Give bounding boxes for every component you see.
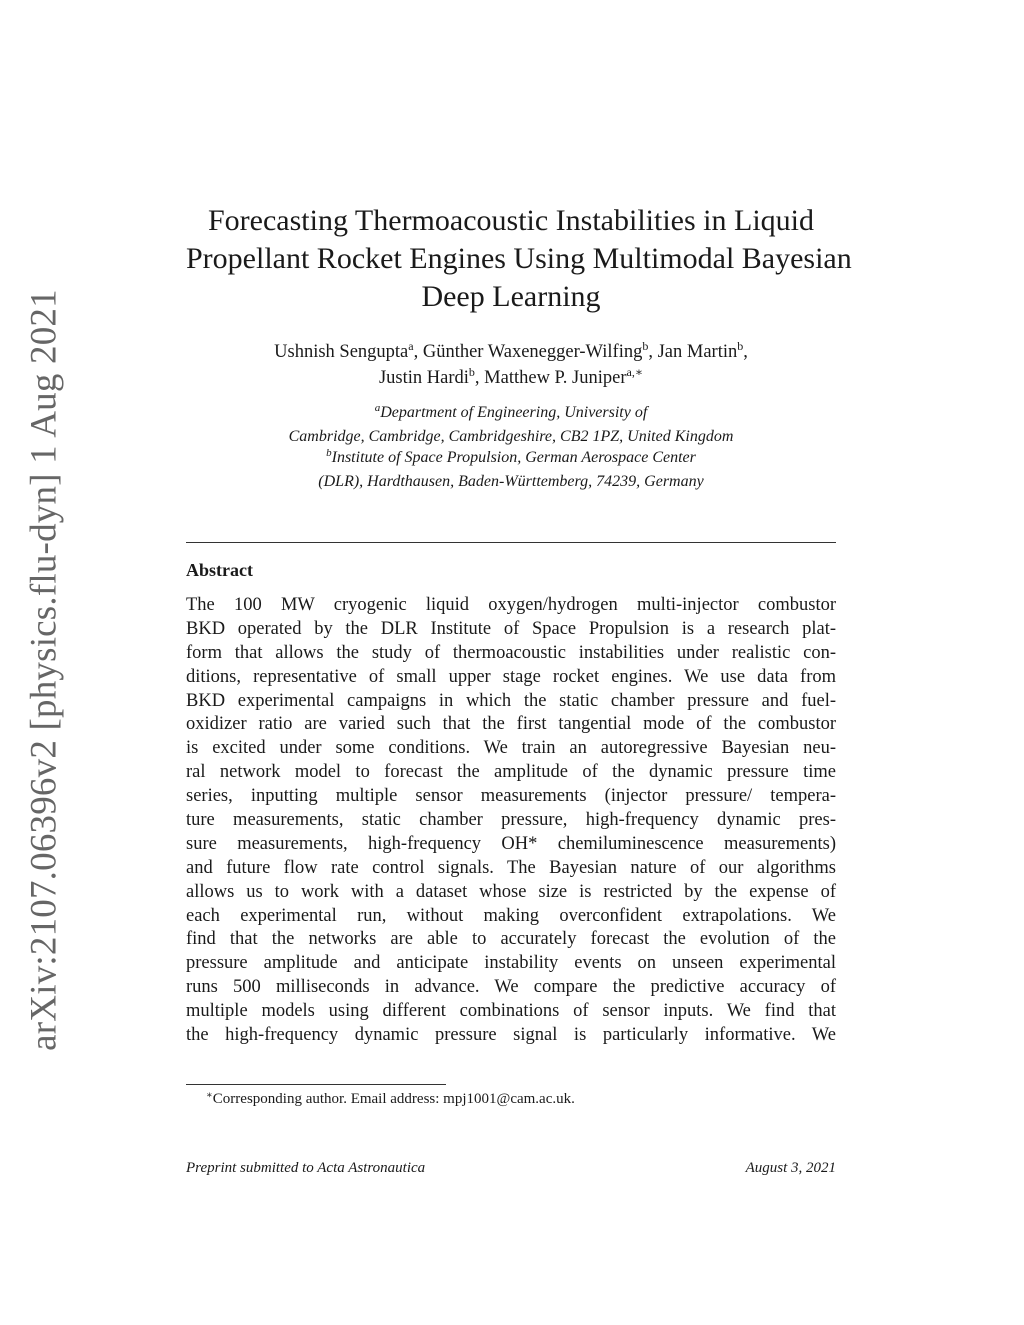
abstract-body — [186, 594, 836, 1048]
preprint-date: August 3, 2021 — [745, 1160, 836, 1176]
abstract-line: ture measurements, static chamber pressure, high-frequency dynamic pres- — [186, 810, 836, 831]
abstract-line: the high-frequency dynamic pressure signal is particularly informative. We — [186, 1025, 836, 1046]
paper-title — [186, 202, 852, 316]
author-line — [186, 366, 836, 392]
corresponding-author-footnote — [206, 1091, 575, 1108]
author-name: Günther Waxenegger-Wilfing — [422, 342, 643, 362]
abstract-line: sure measurements, high-frequency OH* chemiluminescence measurements) — [186, 833, 836, 854]
affiliation-text: Department of Engineering, University of — [380, 404, 648, 421]
author-affil-mark: b — [468, 365, 475, 379]
title-line: Deep Learning — [421, 280, 601, 313]
affiliation-list — [186, 402, 836, 492]
author-affil-mark: b — [737, 339, 744, 353]
author-name: Matthew P. Juniper — [484, 368, 627, 388]
abstract-line: multiple models using different combinations of sensor inputs. We find that — [186, 1001, 836, 1022]
author-name: Justin Hardi — [378, 368, 469, 388]
author-separator: , — [413, 342, 423, 362]
title-line: Forecasting Thermoacoustic Instabilities in Liquid — [208, 204, 814, 237]
footnote-mark: ∗ — [206, 1090, 213, 1101]
footnote-rule — [186, 1084, 446, 1085]
abstract-line: find that the networks are able to accurately forecast the evolution of the — [186, 929, 836, 950]
abstract-line: BKD experimental campaigns in which the static chamber pressure and fuel- — [186, 690, 836, 711]
abstract-line: and future flow rate control signals. The Bayesian nature of our algorithms — [186, 857, 836, 878]
arxiv-identifier-stamp: arXiv:2107.06396v2 [physics.flu-dyn] 1 Aug 2021 — [23, 289, 65, 1051]
abstract-line: BKD operated by the DLR Institute of Space Propulsion is a research plat- — [186, 618, 836, 639]
author-affil-mark: b — [642, 339, 649, 353]
abstract-line: form that allows the study of thermoacoustic instabilities under realistic con- — [186, 642, 836, 663]
affiliation-line: (DLR), Hardthausen, Baden-Württemberg, 74239, Germany — [318, 472, 704, 490]
author-name: Jan Martin — [657, 342, 738, 362]
abstract-line: ditions, representative of small upper stage rocket engines. We use data from — [186, 666, 836, 687]
affiliation-text: Institute of Space Propulsion, German Aerospace Center — [331, 449, 696, 466]
abstract-line: runs 500 milliseconds in advance. We compare the predictive accuracy of — [186, 977, 836, 998]
affiliation-line — [186, 402, 836, 426]
author-affil-mark: a — [408, 339, 414, 353]
affiliation-mark: a — [374, 402, 381, 414]
abstract-line: is excited under some conditions. We train an autoregressive Bayesian neu- — [186, 738, 836, 759]
author-name: Ushnish Sengupta — [274, 342, 409, 362]
abstract-line: oxidizer ratio are varied such that the first tangential mode of the combustor — [186, 714, 836, 735]
title-line: Propellant Rocket Engines Using Multimodal Bayesian — [186, 242, 852, 275]
author-line — [186, 340, 836, 366]
footnote-text: Corresponding author. Email address: mpj1001@cam.ac.uk. — [212, 1091, 575, 1107]
affiliation-mark: b — [326, 447, 332, 459]
author-separator: , — [648, 342, 658, 362]
author-affil-mark: a,∗ — [626, 365, 643, 379]
affiliation-line — [186, 447, 836, 471]
abstract-top-rule — [186, 542, 836, 543]
affiliation-line: Cambridge, Cambridge, Cambridgeshire, CB2 1PZ, United Kingdom — [288, 427, 734, 445]
abstract-line: pressure amplitude and anticipate instability events on unseen experimental — [186, 953, 836, 974]
abstract-line: The 100 MW cryogenic liquid oxygen/hydrogen multi-injector combustor — [186, 595, 836, 615]
abstract-line: allows us to work with a dataset whose size is restricted by the expense of — [186, 881, 836, 902]
abstract-line: series, inputting multiple sensor measurements (injector pressure/ tempera- — [186, 786, 836, 807]
abstract-heading: Abstract — [186, 560, 253, 580]
author-list — [186, 340, 836, 392]
author-separator: , — [474, 368, 485, 388]
author-separator: , — [743, 342, 748, 362]
journal-submission-note: Preprint submitted to Acta Astronautica — [186, 1160, 426, 1176]
abstract-line: ral network model to forecast the amplitude of the dynamic pressure time — [186, 762, 836, 783]
abstract-line: each experimental run, without making overconfident extrapolations. We — [186, 905, 836, 926]
